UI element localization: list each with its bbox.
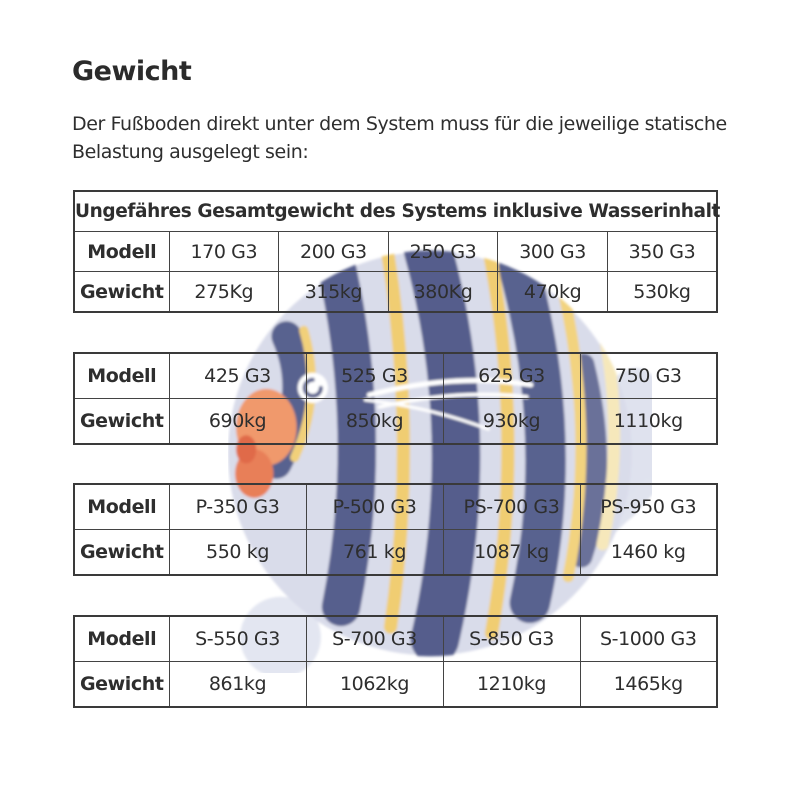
- weight-row-label: Gewicht: [74, 530, 169, 576]
- model-row-label: Modell: [74, 484, 169, 530]
- weight-cell: 315kg: [279, 272, 389, 313]
- model-cell: 300 G3: [498, 232, 608, 272]
- model-cell: S-850 G3: [443, 616, 580, 662]
- table-row: [74, 232, 717, 272]
- weight-table-p-series: [73, 483, 718, 576]
- intro-line-2: Belastung ausgelegt sein:: [72, 141, 309, 163]
- page-title: Gewicht: [72, 56, 192, 87]
- model-cell: 250 G3: [388, 232, 498, 272]
- weight-cell: 380Kg: [388, 272, 498, 313]
- model-cell: 625 G3: [443, 353, 580, 399]
- model-cell: S-550 G3: [169, 616, 306, 662]
- model-cell: 350 G3: [607, 232, 717, 272]
- model-cell: 200 G3: [279, 232, 389, 272]
- model-cell: PS-700 G3: [443, 484, 580, 530]
- weight-cell: 1465kg: [580, 662, 717, 708]
- table-row: [74, 530, 717, 576]
- weight-table-g3: [73, 190, 718, 313]
- weight-cell: 470kg: [498, 272, 608, 313]
- table-row: [74, 272, 717, 313]
- weight-cell: 530kg: [607, 272, 717, 313]
- weight-cell: 1087 kg: [443, 530, 580, 576]
- table-row: [74, 191, 717, 232]
- table-caption: Ungefähres Gesamtgewicht des Systems inklusive Wasserinhalt: [74, 191, 717, 232]
- weight-cell: 550 kg: [169, 530, 306, 576]
- model-cell: 750 G3: [580, 353, 717, 399]
- intro-text: [72, 110, 727, 166]
- table-row: [74, 399, 717, 445]
- weight-cell: 850kg: [306, 399, 443, 445]
- model-cell: S-700 G3: [306, 616, 443, 662]
- model-row-label: Modell: [74, 353, 169, 399]
- weight-cell: 690kg: [169, 399, 306, 445]
- weight-cell: 1460 kg: [580, 530, 717, 576]
- model-cell: P-350 G3: [169, 484, 306, 530]
- weight-cell: 861kg: [169, 662, 306, 708]
- model-cell: 525 G3: [306, 353, 443, 399]
- model-cell: P-500 G3: [306, 484, 443, 530]
- weight-row-label: Gewicht: [74, 662, 169, 708]
- weight-cell: 930kg: [443, 399, 580, 445]
- weight-cell: 1062kg: [306, 662, 443, 708]
- weight-cell: 761 kg: [306, 530, 443, 576]
- table-row: [74, 484, 717, 530]
- intro-line-1: Der Fußboden direkt unter dem System muss für die jeweilige statische: [72, 113, 727, 135]
- model-cell: 425 G3: [169, 353, 306, 399]
- table-row: [74, 616, 717, 662]
- weight-row-label: Gewicht: [74, 399, 169, 445]
- model-row-label: Modell: [74, 232, 169, 272]
- weight-cell: 275Kg: [169, 272, 279, 313]
- weight-table-s-series: [73, 615, 718, 708]
- table-row: [74, 353, 717, 399]
- weight-row-label: Gewicht: [74, 272, 169, 313]
- model-row-label: Modell: [74, 616, 169, 662]
- weight-table-g3-large: [73, 352, 718, 445]
- table-row: [74, 662, 717, 708]
- model-cell: 170 G3: [169, 232, 279, 272]
- model-cell: S-1000 G3: [580, 616, 717, 662]
- weight-cell: 1110kg: [580, 399, 717, 445]
- model-cell: PS-950 G3: [580, 484, 717, 530]
- weight-cell: 1210kg: [443, 662, 580, 708]
